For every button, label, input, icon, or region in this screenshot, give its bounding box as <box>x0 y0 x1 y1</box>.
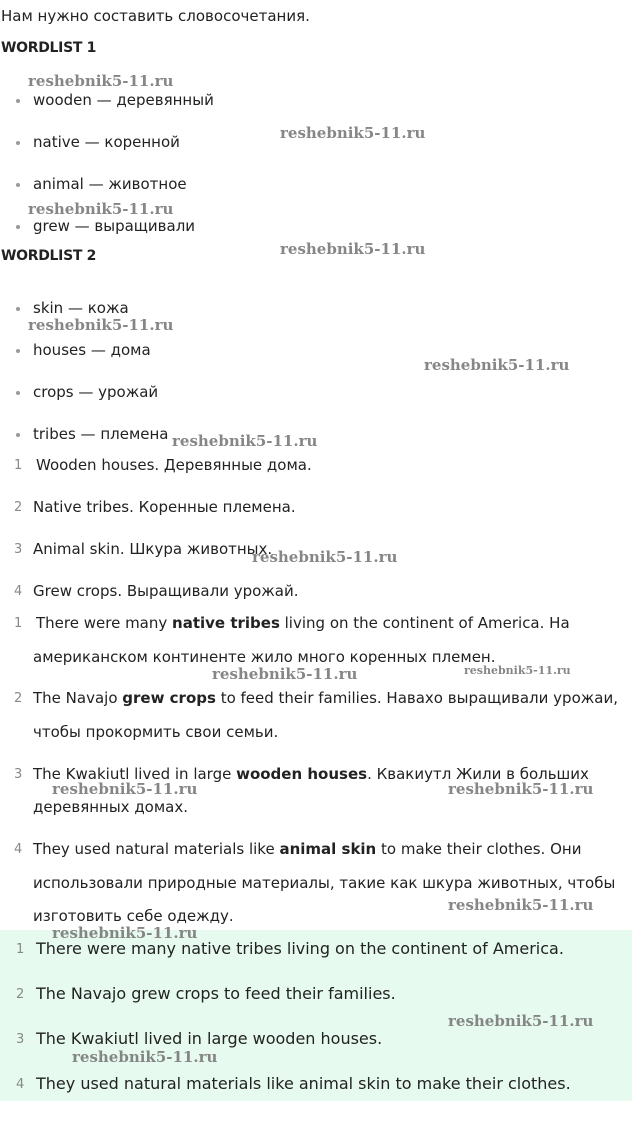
wordlist-2-item: crops — урожай <box>33 383 159 401</box>
wordlist-1-heading: WORDLIST 1 <box>1 40 97 56</box>
sentence-3-line-1: The Kwakiutl lived in large wooden houses. Квакиутл Жили в больших <box>33 765 589 783</box>
sentence-3-line-2: деревянных домах. <box>33 798 189 816</box>
wordlist-2-item: houses — дома <box>33 341 151 359</box>
watermark: reshebnik5-11.ru <box>424 356 570 374</box>
watermark: reshebnik5-11.ru <box>448 780 594 798</box>
intro-text: Нам нужно составить словосочетания. <box>1 7 310 25</box>
sentence-4-line-2: использовали природные материалы, такие как шкура животных, чтобы <box>33 874 616 892</box>
phrase-item: Native tribes. Коренные племена. <box>33 498 296 516</box>
wordlist-1-item: native — коренной <box>33 133 180 151</box>
answer-number: 4 <box>16 1077 25 1092</box>
watermark: reshebnik5-11.ru <box>172 432 318 450</box>
phrase-number: 4 <box>14 584 23 599</box>
watermark: reshebnik5-11.ru <box>28 200 174 218</box>
wordlist-2-item: skin — кожа <box>33 299 129 317</box>
wordlist-2-item: tribes — племена <box>33 425 169 443</box>
watermark: reshebnik5-11.ru <box>212 665 358 683</box>
answer-item: The Navajo grew crops to feed their families. <box>36 984 396 1003</box>
sentence-2-line-1: The Navajo grew crops to feed their families. Навахо выращивали урожаи, <box>33 689 618 707</box>
sentence-number: 3 <box>14 767 23 782</box>
phrase-item: Animal skin. Шкура животных. <box>33 540 273 558</box>
sentence-1-line-1: There were many native tribes living on the continent of America. На <box>36 614 570 632</box>
phrase-item: Grew crops. Выращивали урожай. <box>33 582 299 600</box>
answer-number: 1 <box>16 942 25 957</box>
phrase-number: 2 <box>14 500 23 515</box>
sentence-2-line-2: чтобы прокормить свои семьи. <box>33 723 279 741</box>
answer-number: 2 <box>16 987 25 1002</box>
sentence-number: 4 <box>14 842 23 857</box>
watermark: reshebnik5-11.ru <box>448 1012 594 1030</box>
watermark: reshebnik5-11.ru <box>52 780 198 798</box>
watermark: reshebnik5-11.ru <box>28 72 174 90</box>
answer-item: The Kwakiutl lived in large wooden houses. <box>36 1029 383 1048</box>
sentence-1-line-2: американском континенте жило много коренных племен. <box>33 648 496 666</box>
watermark: reshebnik5-11.ru <box>52 924 198 942</box>
watermark: reshebnik5-11.ru <box>280 124 426 142</box>
phrase-item: Wooden houses. Деревянные дома. <box>36 456 312 474</box>
wordlist-2-heading: WORDLIST 2 <box>1 248 97 264</box>
phrase-number: 1 <box>14 458 23 473</box>
answer-number: 3 <box>16 1032 25 1047</box>
sentence-4-line-3: изготовить себе одежду. <box>33 907 234 925</box>
wordlist-1-item: wooden — деревянный <box>33 91 214 109</box>
watermark: reshebnik5-11.ru <box>72 1048 218 1066</box>
wordlist-1-item: grew — выращивали <box>33 217 196 235</box>
answer-item: There were many native tribes living on the continent of America. <box>36 939 564 958</box>
phrase-number: 3 <box>14 542 23 557</box>
answer-item: They used natural materials like animal skin to make their clothes. <box>36 1074 571 1093</box>
wordlist-1-item: animal — животное <box>33 175 187 193</box>
sentence-number: 2 <box>14 691 23 706</box>
watermark: reshebnik5-11.ru <box>252 548 398 566</box>
watermark: reshebnik5-11.ru <box>464 664 571 677</box>
watermark: reshebnik5-11.ru <box>448 896 594 914</box>
watermark: reshebnik5-11.ru <box>28 316 174 334</box>
watermark: reshebnik5-11.ru <box>280 240 426 258</box>
sentence-number: 1 <box>14 616 23 631</box>
sentence-4-line-1: They used natural materials like animal skin to make their clothes. Они <box>33 840 582 858</box>
